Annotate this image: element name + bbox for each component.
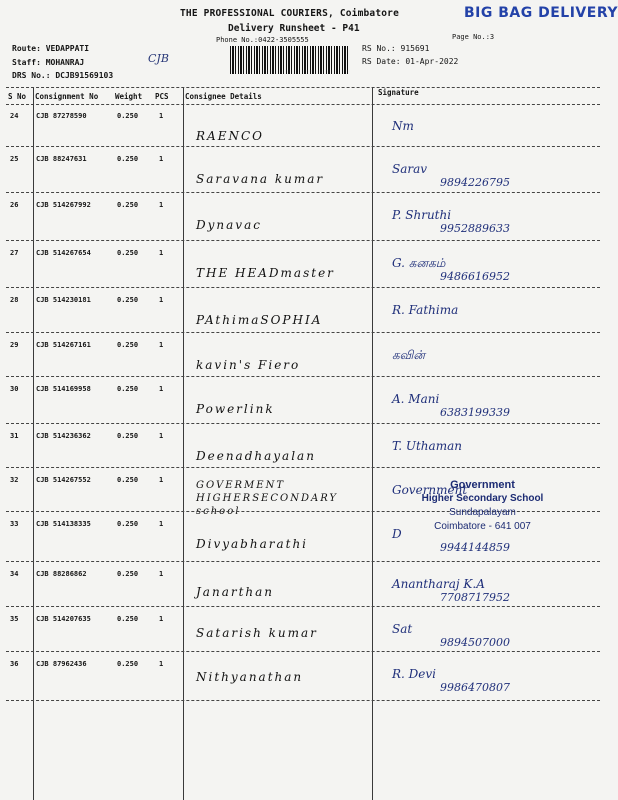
row-consignment-no: CJB 514267654 xyxy=(36,249,91,257)
row-consignee: PAthimaSOPHIA xyxy=(196,313,323,327)
row-signature: D xyxy=(392,527,402,541)
row-consignee: Powerlink xyxy=(196,402,275,416)
school-stamp xyxy=(400,478,565,534)
row-sno: 34 xyxy=(10,570,19,578)
row-signature-phone: 9986470807 xyxy=(440,681,510,694)
row-consignment-no: CJB 514169958 xyxy=(36,385,91,393)
row-sno: 26 xyxy=(10,201,19,209)
row-signature: G. கனகம் xyxy=(392,256,446,270)
rs-date: RS Date: 01-Apr-2022 xyxy=(362,57,459,66)
row-sno: 31 xyxy=(10,432,19,440)
row-weight: 0.250 xyxy=(117,570,139,578)
row-signature-phone: 7708717952 xyxy=(440,591,510,604)
stamp-line: Coimbatore - 641 007 xyxy=(434,521,531,532)
stamp-line: Higher Secondary School xyxy=(421,493,544,504)
row-weight: 0.250 xyxy=(117,112,139,120)
row-consignment-no: CJB 514207635 xyxy=(36,615,91,623)
row-pcs: 1 xyxy=(159,249,164,257)
barcode-icon xyxy=(230,46,350,74)
row-signature: T. Uthaman xyxy=(392,439,462,453)
row-consignment-no: CJB 514230181 xyxy=(36,296,91,304)
row-consignee: Nithyanathan xyxy=(196,670,304,684)
row-pcs: 1 xyxy=(159,296,164,304)
row-sno: 29 xyxy=(10,341,19,349)
big-bag-delivery-stamp: BIG BAG DELIVERY xyxy=(464,5,618,21)
col-consignment: Consignment No xyxy=(35,92,99,101)
row-sno: 25 xyxy=(10,155,19,163)
row-divider xyxy=(6,332,600,333)
row-consignment-no: CJB 514267552 xyxy=(36,476,91,484)
handwritten-note: CJB xyxy=(148,52,169,65)
row-signature-phone: 9944144859 xyxy=(440,541,510,554)
row-weight: 0.250 xyxy=(117,155,139,163)
row-signature-phone: 9486616952 xyxy=(440,270,510,283)
row-signature: Nm xyxy=(392,119,414,133)
row-pcs: 1 xyxy=(159,155,164,163)
col-details: Consignee Details xyxy=(185,92,262,101)
row-consignee: Dynavac xyxy=(196,218,262,232)
row-pcs: 1 xyxy=(159,476,164,484)
row-consignment-no: CJB 514267161 xyxy=(36,341,91,349)
row-signature-phone: 9894226795 xyxy=(440,176,510,189)
staff: Staff: MOHANRAJ xyxy=(12,58,85,67)
row-weight: 0.250 xyxy=(117,385,139,393)
row-divider xyxy=(6,561,600,562)
row-consignee: Saravana kumar xyxy=(196,172,325,186)
row-weight: 0.250 xyxy=(117,432,139,440)
row-signature: R. Fathima xyxy=(392,303,459,317)
row-signature: A. Mani xyxy=(392,392,440,406)
row-signature-phone: 6383199339 xyxy=(440,406,510,419)
route: Route: VEDAPPATI xyxy=(12,44,90,53)
row-consignee: THE HEADmaster xyxy=(196,266,335,280)
row-pcs: 1 xyxy=(159,660,164,668)
row-divider xyxy=(6,376,600,377)
row-consignee: Janarthan xyxy=(196,585,275,599)
row-divider xyxy=(6,606,600,607)
row-consignment-no: CJB 88286862 xyxy=(36,570,87,578)
row-sno: 35 xyxy=(10,615,19,623)
row-weight: 0.250 xyxy=(117,249,139,257)
row-sno: 32 xyxy=(10,476,19,484)
row-consignment-no: CJB 514236362 xyxy=(36,432,91,440)
row-signature: R. Devi xyxy=(392,667,437,681)
row-divider xyxy=(6,700,600,701)
row-sno: 36 xyxy=(10,660,19,668)
page-number: Page No.:3 xyxy=(452,33,495,41)
row-sno: 24 xyxy=(10,112,19,120)
rs-number: RS No.: 915691 xyxy=(362,44,430,53)
row-consignment-no: CJB 514267992 xyxy=(36,201,91,209)
phone-number: Phone No.:0422-3505555 xyxy=(216,36,309,44)
row-divider xyxy=(6,651,600,652)
col-signature: Signature xyxy=(378,88,419,97)
stamp-line: Government xyxy=(450,479,515,491)
row-divider xyxy=(6,146,600,147)
row-pcs: 1 xyxy=(159,385,164,393)
row-pcs: 1 xyxy=(159,112,164,120)
row-signature-phone: 9952889633 xyxy=(440,222,510,235)
row-signature: கவின் xyxy=(392,348,425,362)
header-rule-bottom xyxy=(6,104,600,105)
row-pcs: 1 xyxy=(159,615,164,623)
row-pcs: 1 xyxy=(159,341,164,349)
row-consignment-no: CJB 87962436 xyxy=(36,660,87,668)
row-signature: P. Shruthi xyxy=(392,208,452,222)
row-divider xyxy=(6,423,600,424)
row-divider xyxy=(6,192,600,193)
row-consignee: RAENCO xyxy=(196,129,264,143)
row-divider xyxy=(6,467,600,468)
drs-number: DRS No.: DCJB91569103 xyxy=(12,71,114,80)
row-signature-phone: 9894507000 xyxy=(440,636,510,649)
row-weight: 0.250 xyxy=(117,201,139,209)
row-signature: Sarav xyxy=(392,162,428,176)
row-consignment-no: CJB 87278590 xyxy=(36,112,87,120)
row-consignee: Satarish kumar xyxy=(196,626,318,640)
row-pcs: 1 xyxy=(159,201,164,209)
row-signature: Government xyxy=(392,483,468,497)
row-pcs: 1 xyxy=(159,520,164,528)
col-weight: Weight xyxy=(115,92,143,101)
row-consignment-no: CJB 88247631 xyxy=(36,155,87,163)
row-sno: 27 xyxy=(10,249,19,257)
row-sno: 28 xyxy=(10,296,19,304)
row-weight: 0.250 xyxy=(117,615,139,623)
header-rule-top xyxy=(6,87,600,88)
row-weight: 0.250 xyxy=(117,476,139,484)
row-sno: 33 xyxy=(10,520,19,528)
row-consignee: Divyabharathi xyxy=(196,537,309,551)
row-signature: Anantharaj K.A xyxy=(392,577,485,591)
row-weight: 0.250 xyxy=(117,660,139,668)
col-pcs: PCS xyxy=(155,92,169,101)
col-divider xyxy=(183,88,184,800)
row-signature: Sat xyxy=(392,622,413,636)
row-weight: 0.250 xyxy=(117,341,139,349)
col-sno: S No xyxy=(8,92,27,101)
row-consignee: GOVERMENT HIGHERSECONDARY school xyxy=(196,480,339,517)
col-divider xyxy=(33,88,34,800)
row-pcs: 1 xyxy=(159,432,164,440)
company-title: THE PROFESSIONAL COURIERS, Coimbatore xyxy=(180,8,400,19)
row-weight: 0.250 xyxy=(117,296,139,304)
row-weight: 0.250 xyxy=(117,520,139,528)
row-divider xyxy=(6,240,600,241)
col-divider xyxy=(372,88,373,800)
row-pcs: 1 xyxy=(159,570,164,578)
row-consignee: kavin's Fiero xyxy=(196,358,301,372)
stamp-line: Sundapalayam xyxy=(449,507,516,518)
row-consignment-no: CJB 514138335 xyxy=(36,520,91,528)
row-divider xyxy=(6,287,600,288)
row-consignee: Deenadhayalan xyxy=(196,449,316,463)
runsheet-title: Delivery Runsheet - P41 xyxy=(228,23,360,34)
row-sno: 30 xyxy=(10,385,19,393)
